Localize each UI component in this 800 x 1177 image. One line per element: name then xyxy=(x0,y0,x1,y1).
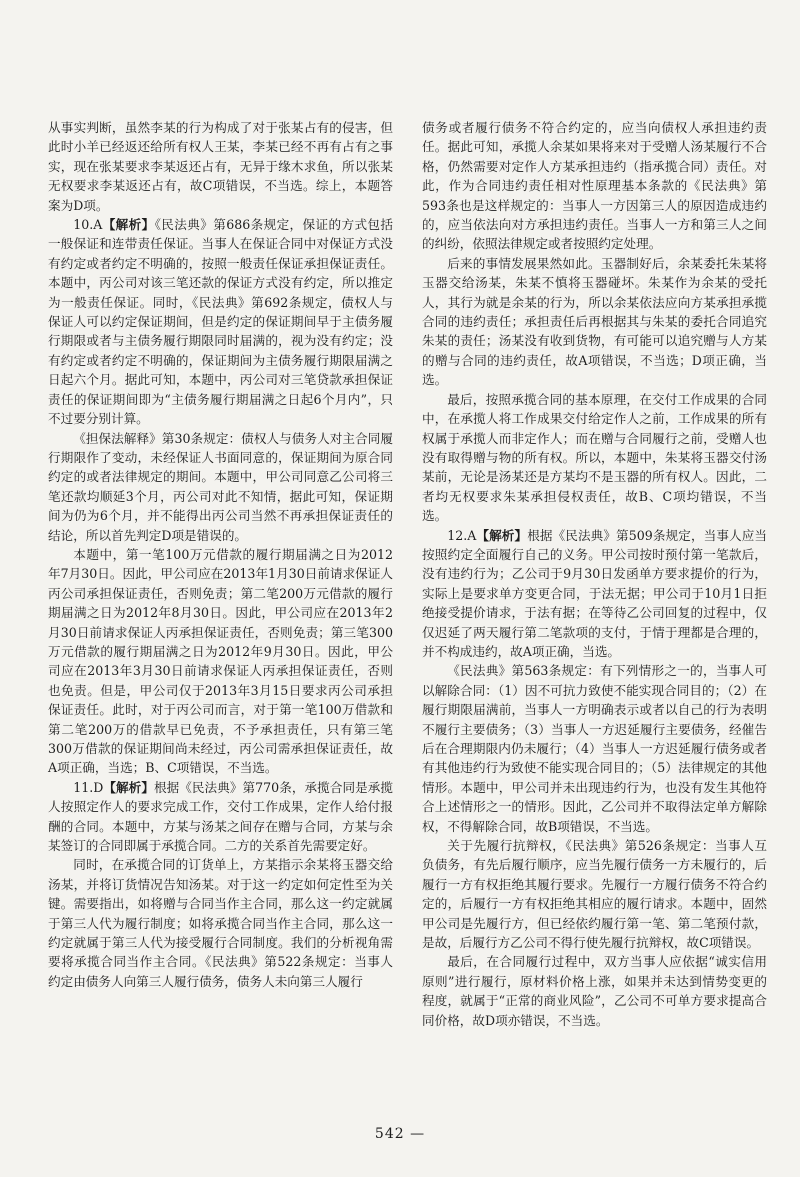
paragraph-r1: 债务或者履行债务不符合约定的，应当向债权人承担违约责任。据此可知，承揽人余某如果将来对于受赠人汤某履行不合格，仍然需要对定作人方某承担违约（指承揽合同）责任。对此，作为合同违约责任相对性原理基本条款的《民法典》第593条也是这样规定的：当事人一方因第三人的原因造成违约的，应当依法向对方承担违约责任。当事人一方和第三人之间的纠纷，依照法律规定或者按照约定处理。 xyxy=(422,120,767,252)
paragraph-r6: 关于先履行抗辩权，《民法典》第526条规定：当事人互负债务，有先后履行顺序，应当先履行债务一方未履行的，后履行一方有权拒绝其履行要求。先履行一方履行债务不符合约定的，后履行一方有权拒绝其相应的履行请求。本题中，固然甲公司是先履行方，但已经依约履行第一笔、第二笔预付款，是故，后履行方乙公司不得行使先履行抗辩权，故C项错误。 xyxy=(422,838,767,951)
paragraph-r4: 12.A【解析】根据《民法典》第509条规定，当事人应当按照约定全面履行自己的义务。甲公司按时预付第一笔款后，没有违约行为；乙公司于9月30日发函单方要求提价的行为，实际上是要求单方变更合同，于法无据；甲公司于10月1日拒绝接受提价请求，于法有据；在等待乙公司回复的过程中，仅仅迟延了两天履行第二笔款项的支付，于情于理都是合理的，并不构成违约，故A项正确，当选。 xyxy=(422,527,767,659)
analysis-tag: 【解析】 xyxy=(476,527,528,543)
paragraph-l3: 《担保法解释》第30条规定：债权人与债务人对主合同履行期限作了变动，未经保证人书面同意的，保证期间为原合同约定的或者法律规定的期间。本题中，甲公司同意乙公司将三笔还款均顺延3个月，丙公司对此不知情，据此可知，保证期间为仍为6个月，并不能得出丙公司当然不再承担保证责任的结论，所以首先判定D项是错误的。 xyxy=(48,430,393,543)
paragraph-l2: 10.A【解析】《民法典》第686条规定，保证的方式包括一般保证和连带责任保证。当事人在保证合同中对保证方式没有约定或者约定不明确的，按照一般责任保证承担保证责任。本题中，丙公司对该三笔还款的保证方式没有约定，所以推定为一般责任保证。同时，《民法典》第692条规定，债权人与保证人可以约定保证期间，但是约定的保证期间早于主债务履行期限或者与主债务履行期限同时届满的，视为没有约定；没有约定或者约定不明确的，保证期间为主债务履行期限届满之日起六个月。据此可知，本题中，丙公司对三笔贷款承担保证责任的保证期间即为“主债务履行期届满之日起6个月内”，只不过要分别计算。 xyxy=(48,217,394,427)
paragraph-l5: 11.D【解析】根据《民法典》第770条，承揽合同是承揽人按照定作人的要求完成工作，交付工作成果，定作人给付报酬的合同。本题中，方某与汤某之间存在赠与合同，方某与余某签订的合同即属于承揽合同。二方的关系首先需要定好。 xyxy=(48,779,393,854)
paragraph-r2: 后来的事情发展果然如此。玉器制好后，余某委托朱某将玉器交给汤某，朱某不慎将玉器碰坏。朱某作为余某的受托人，其行为就是余某的行为，所以余某依法应向方某承担承揽合同的违约责任；承担责任后再根据其与朱某的委托合同追究朱某的责任；汤某没有收到货物，有可能可以追究赠与人方某的赠与合同的违约责任，故A项错误，不当选；D项正确，当选。 xyxy=(422,255,767,388)
paragraph-r3: 最后，按照承揽合同的基本原理，在交付工作成果的合同中，在承揽人将工作成果交付给定作人之前，工作成果的所有权属于承揽人而非定作人；而在赠与合同履行之前，受赠人也没有取得赠与物的所有权。所以，本题中，朱某将玉器交付汤某前，无论是汤某还是方某均不是玉器的所有权人。因此，二者均无权要求朱某承担侵权责任，故B、C项均错误，不当选。 xyxy=(422,391,767,524)
right-column xyxy=(422,118,767,1030)
page-number: 542 — xyxy=(374,1126,426,1142)
paragraph-r5: 《民法典》第563条规定：有下列情形之一的，当事人可以解除合同：（1）因不可抗力致使不能实现合同目的；（2）在履行期限届满前，当事人一方明确表示或者以自己的行为表明不履行主要债务；（3）当事人一方迟延履行主要债务，经催告后在合理期限内仍未履行；（4）当事人一方迟延履行债务或者有其他违约行为致使不能实现合同目的；（5）法律规定的其他情形。本题中，甲公司并未出现违约行为，也没有发生其他符合上述情形之一的情形。因此，乙公司并不取得法定单方解除权，不得解除合同，故B项错误，不当选。 xyxy=(422,663,767,834)
paragraph-l6: 同时，在承揽合同的订货单上，方某指示余某将玉器交给汤某，并将订货情况告知汤某。对于这一约定如何定性至为关键。需要指出，如将赠与合同当作主合同，那么这一约定就属于第三人代为履行制度；如将承揽合同当作主合同，那么这一约定就属于第三人代为接受履行合同制度。我们的分析视角需要将承揽合同当作主合同。《民法典》第522条规定：当事人约定由债务人向第三人履行债务，债务人未向第三人履行 xyxy=(48,857,393,989)
paragraph-l4: 本题中，第一笔100万元借款的履行期届满之日为2012年7月30日。因此，甲公司应在2013年1月30日前请求保证人丙公司承担保证责任，否则免责；第二笔200万元借款的履行期届满之日为2012年8月30日。因此，甲公司应在2013年2月30日前请求保证人丙承担保证责任，否则免责；第三笔300万元借款的履行期届满之日为2012年9月30日。因此，甲公司应在2013年3月30日前请求保证人丙承担保证责任，否则也免责。但是，甲公司仅于2013年3月15日要求丙公司承担保证责任。此时，对于丙公司而言，对于第一笔100万借款和第二笔200万的借款早已免责，不予承担责任，只有第三笔300万借款的保证期间尚未经过，丙公司需承担保证责任，故A项正确，当选；B、C项错误，不当选。 xyxy=(48,546,393,776)
analysis-tag: 【解析】 xyxy=(102,217,155,233)
paragraph-r7: 最后，在合同履行过程中，双方当事人应依据“诚实信用原则”进行履行，原材料价格上涨，如果并未达到情势变更的程度，就属于“正常的商业风险”，乙公司不可单方要求提高合同价格，故D项亦错误，不当选。 xyxy=(422,954,767,1028)
left-column xyxy=(48,118,393,991)
paragraph-l1: 从事实判断，虽然李某的行为构成了对于张某占有的侵害，但此时小羊已经返还给所有权人王某，李某已经不再有占有之事实，现在张某要求李某返还占有，无异于缘木求鱼，所以张某无权要求李某返还占有，故C项错误，不当选。综上，本题答案为D项。 xyxy=(48,120,393,213)
analysis-tag: 【解析】 xyxy=(103,779,154,795)
